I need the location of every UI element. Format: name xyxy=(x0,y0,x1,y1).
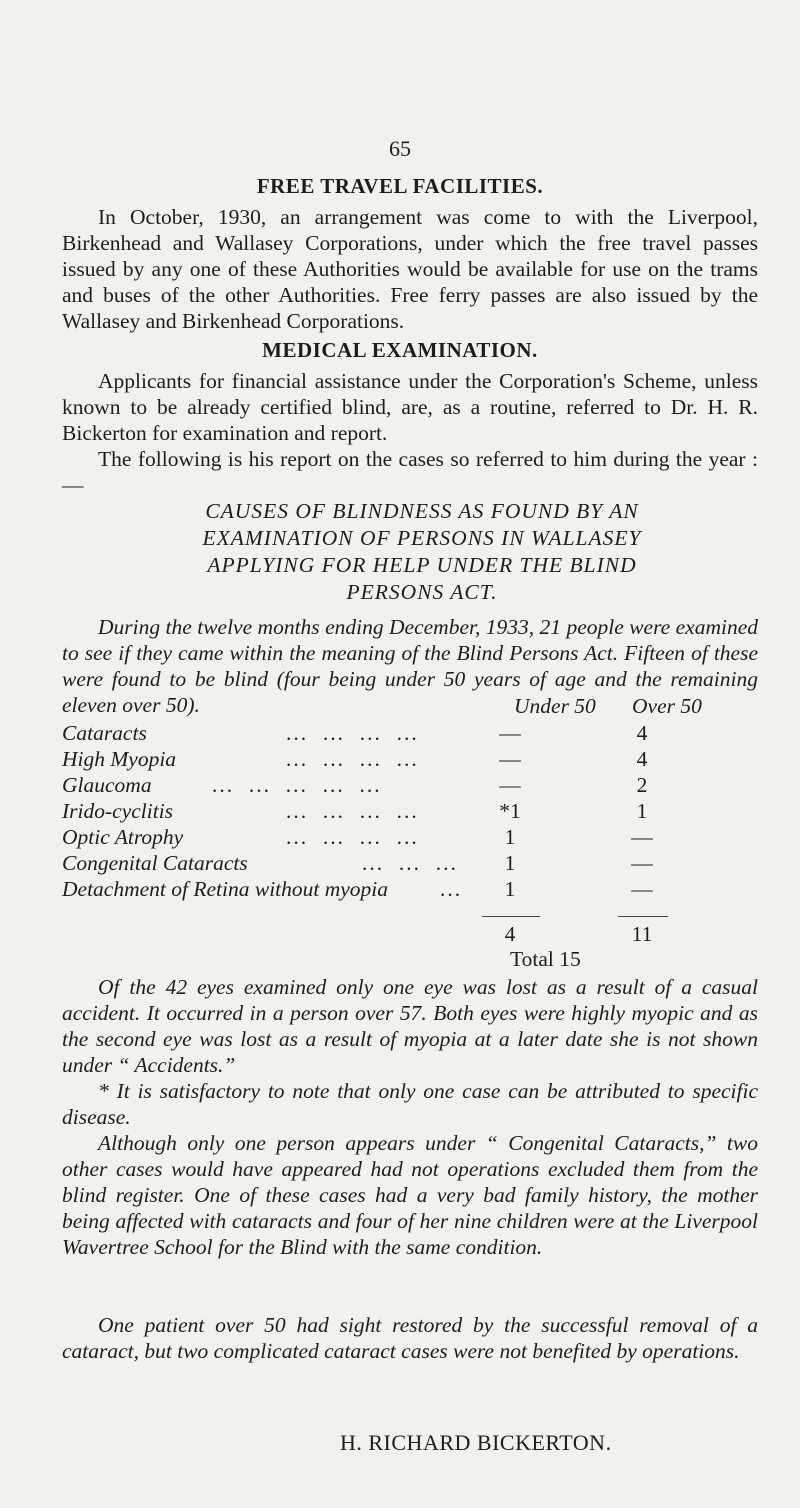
total-over-50: 11 xyxy=(631,922,653,946)
report-title-line-3: APPLYING FOR HELP UNDER THE BLIND xyxy=(207,553,637,577)
row-label: Cataracts xyxy=(62,721,147,745)
totals-row xyxy=(62,922,762,948)
over-50-value: — xyxy=(631,825,653,849)
notes-paragraph-3: Although only one person appears under “ Congenital Cataracts,” two other cases would have appeared had not operations excluded them from the blind register. One of these cases had a very bad family history, the mother being affected with cataracts and four of her nine children were at the Liverpool Wavertree School for the Blind with the same condition. xyxy=(62,1131,758,1259)
column-header-under-50: Under 50 xyxy=(514,694,596,718)
table-row: Congenital Cataracts ... ... ... 1 — xyxy=(62,851,762,877)
under-50-value: — xyxy=(499,721,521,745)
row-label: Congenital Cataracts xyxy=(62,851,248,875)
over-50-value: 4 xyxy=(636,747,648,771)
row-label: Optic Atrophy xyxy=(62,825,184,849)
free-travel-heading: FREE TRAVEL FACILITIES. xyxy=(256,174,544,198)
notes-paragraph-4: One patient over 50 had sight restored by the successful removal of a cataract, but two complicated cataract cases were not benefited by operations. xyxy=(62,1313,758,1363)
under-50-value: — xyxy=(499,773,521,797)
report-title-line-4: PERSONS ACT. xyxy=(346,580,498,604)
free-travel-paragraph: In October, 1930, an arrangement was come to with the Liverpool, Birkenhead and Wallasey Corporations, under which the free travel passes issued by any one of these Authorities would be available for use on the trams and buses of the other Authorities. Free ferry passes are also issued by the Wallasey and Birkenhead Corporations. xyxy=(62,205,758,333)
table-row: Irido-cyclitis ... ... ... ... *1 1 xyxy=(62,799,762,825)
table-row: Optic Atrophy ... ... ... ... 1 — xyxy=(62,825,762,851)
column-header-over-50: Over 50 xyxy=(632,694,702,718)
over-50-value: — xyxy=(631,851,653,875)
grand-total: Total 15 xyxy=(510,947,581,971)
table-row: Detachment of Retina without myopia ... 1 — xyxy=(62,877,762,903)
over-50-value: 1 xyxy=(636,799,648,823)
over-50-value: 4 xyxy=(636,721,648,745)
notes-paragraph-1: Of the 42 eyes examined only one eye was lost as a result of a casual accident. It occurred in a person over 57. Both eyes were highly myopic and as the second eye was lost as a result of myopia at a later date she is not shown under “ Accidents.” xyxy=(62,975,758,1077)
subtotal-rule-over xyxy=(618,916,668,917)
report-title-line-1: CAUSES OF BLINDNESS AS FOUND BY AN xyxy=(205,499,639,523)
row-label: High Myopia xyxy=(62,747,177,771)
row-label: Irido-cyclitis xyxy=(62,799,174,823)
total-under-50: 4 xyxy=(504,922,516,946)
report-title-line-2: EXAMINATION OF PERSONS IN WALLASEY xyxy=(202,526,642,550)
over-50-value: 2 xyxy=(636,773,648,797)
medical-examination-paragraph: Applicants for financial assistance under the Corporation's Scheme, unless known to be already certified blind, are, as a routine, referred to Dr. H. R. Bickerton for examination and report. xyxy=(62,369,758,445)
under-50-value: — xyxy=(499,747,521,771)
under-50-value: 1 xyxy=(504,825,516,849)
row-label: Detachment of Retina without myopia xyxy=(62,877,389,901)
table-row: High Myopia ... ... ... ... — 4 xyxy=(62,747,762,773)
report-intro-paragraph: The following is his report on the cases so referred to him during the year :— xyxy=(62,447,758,497)
table-row: Glaucoma ... ... ... ... ... — 2 xyxy=(62,773,762,799)
over-50-value: — xyxy=(631,877,653,901)
report-summary-paragraph: During the twelve months ending December, 1933, 21 people were examined to see if they came within the meaning of the Blind Persons Act. Fifteen of these were found to be blind (four being under 50 years of age and the remaining eleven over 50). xyxy=(62,615,758,717)
medical-examination-heading: MEDICAL EXAMINATION. xyxy=(262,338,538,362)
table-row: Cataracts ... ... ... ... — 4 xyxy=(62,721,762,747)
under-50-value: 1 xyxy=(504,851,516,875)
row-label: Glaucoma xyxy=(62,773,152,797)
under-50-value: *1 xyxy=(499,799,521,823)
subtotal-rule-under xyxy=(482,916,540,917)
signature: H. RICHARD BICKERTON. xyxy=(340,1430,612,1455)
notes-footnote: * It is satisfactory to note that only one case can be attributed to specific disease. xyxy=(62,1079,758,1129)
grand-total-row xyxy=(62,947,762,973)
page-number: 65 xyxy=(389,136,411,161)
under-50-value: 1 xyxy=(504,877,516,901)
